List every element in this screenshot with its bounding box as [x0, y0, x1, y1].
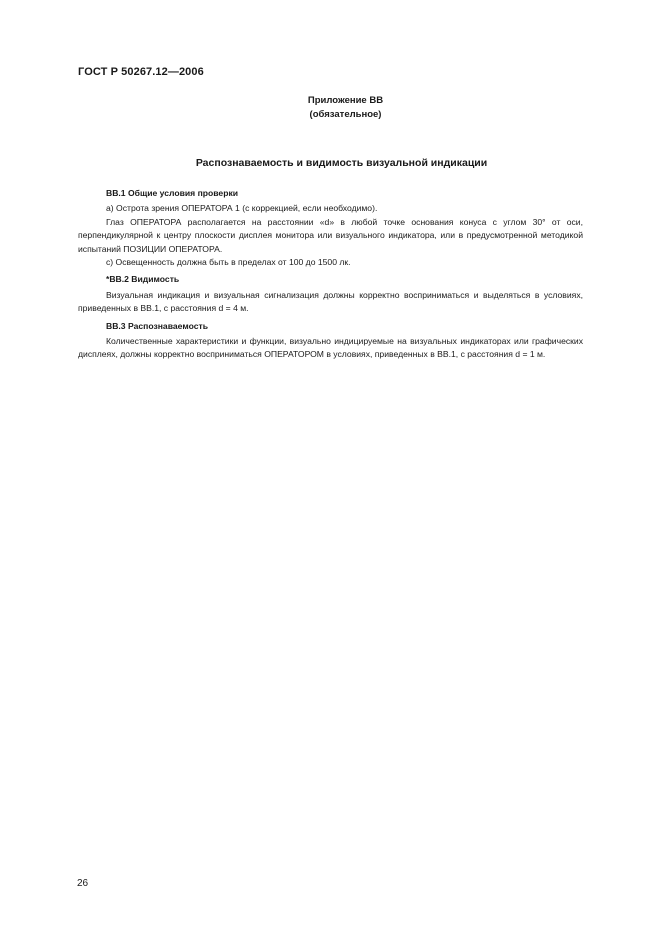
section-heading-bb3: ВВ.3 Распознаваемость: [106, 320, 208, 331]
paragraph-bb2: Визуальная индикация и визуальная сигнализация должны корректно восприниматься и выделяться в условиях, приведенных в ВВ.1, с расстояния d = 4 м.: [78, 289, 583, 314]
appendix-status: (обязательное): [309, 109, 382, 120]
standard-header: ГОСТ Р 50267.12—2006: [78, 66, 204, 78]
document-body: [78, 187, 583, 362]
paragraph-bb1-a: а) Острота зрения ОПЕРАТОРА 1 (с коррекцией, если необходимо).: [106, 203, 378, 214]
page-number: 26: [77, 878, 89, 889]
paragraph-bb1-c: с) Освещенность должна быть в пределах от 100 до 1500 лк.: [106, 257, 351, 268]
paragraph-bb3: Количественные характеристики и функции, визуально индицируемые на визуальных индикаторах или графических дисплеях, должны корректно восприниматься ОПЕРАТОРОМ в условиях, приведенных в ВВ.1, с расстояния d = 1 м.: [78, 336, 583, 360]
appendix-block: [0, 94, 661, 122]
document-title: Распознаваемость и видимость визуальной индикации: [195, 157, 488, 169]
appendix-title: Приложение ВВ: [307, 95, 384, 106]
section-heading-bb1: ВВ.1 Общие условия проверки: [106, 188, 239, 198]
section-heading-bb2: *ВВ.2 Видимость: [106, 274, 180, 285]
paragraph-bb1-b: Глаз ОПЕРАТОРА располагается на расстоянии «d» в любой точке основания конуса с углом 30° от оси, перпендикулярной к центру плоскости дисплея монитора или визуального индикатора, или в предусмотренной методикой испытаний ПОЗИЦИИ ОПЕРАТОРА.: [78, 216, 583, 254]
